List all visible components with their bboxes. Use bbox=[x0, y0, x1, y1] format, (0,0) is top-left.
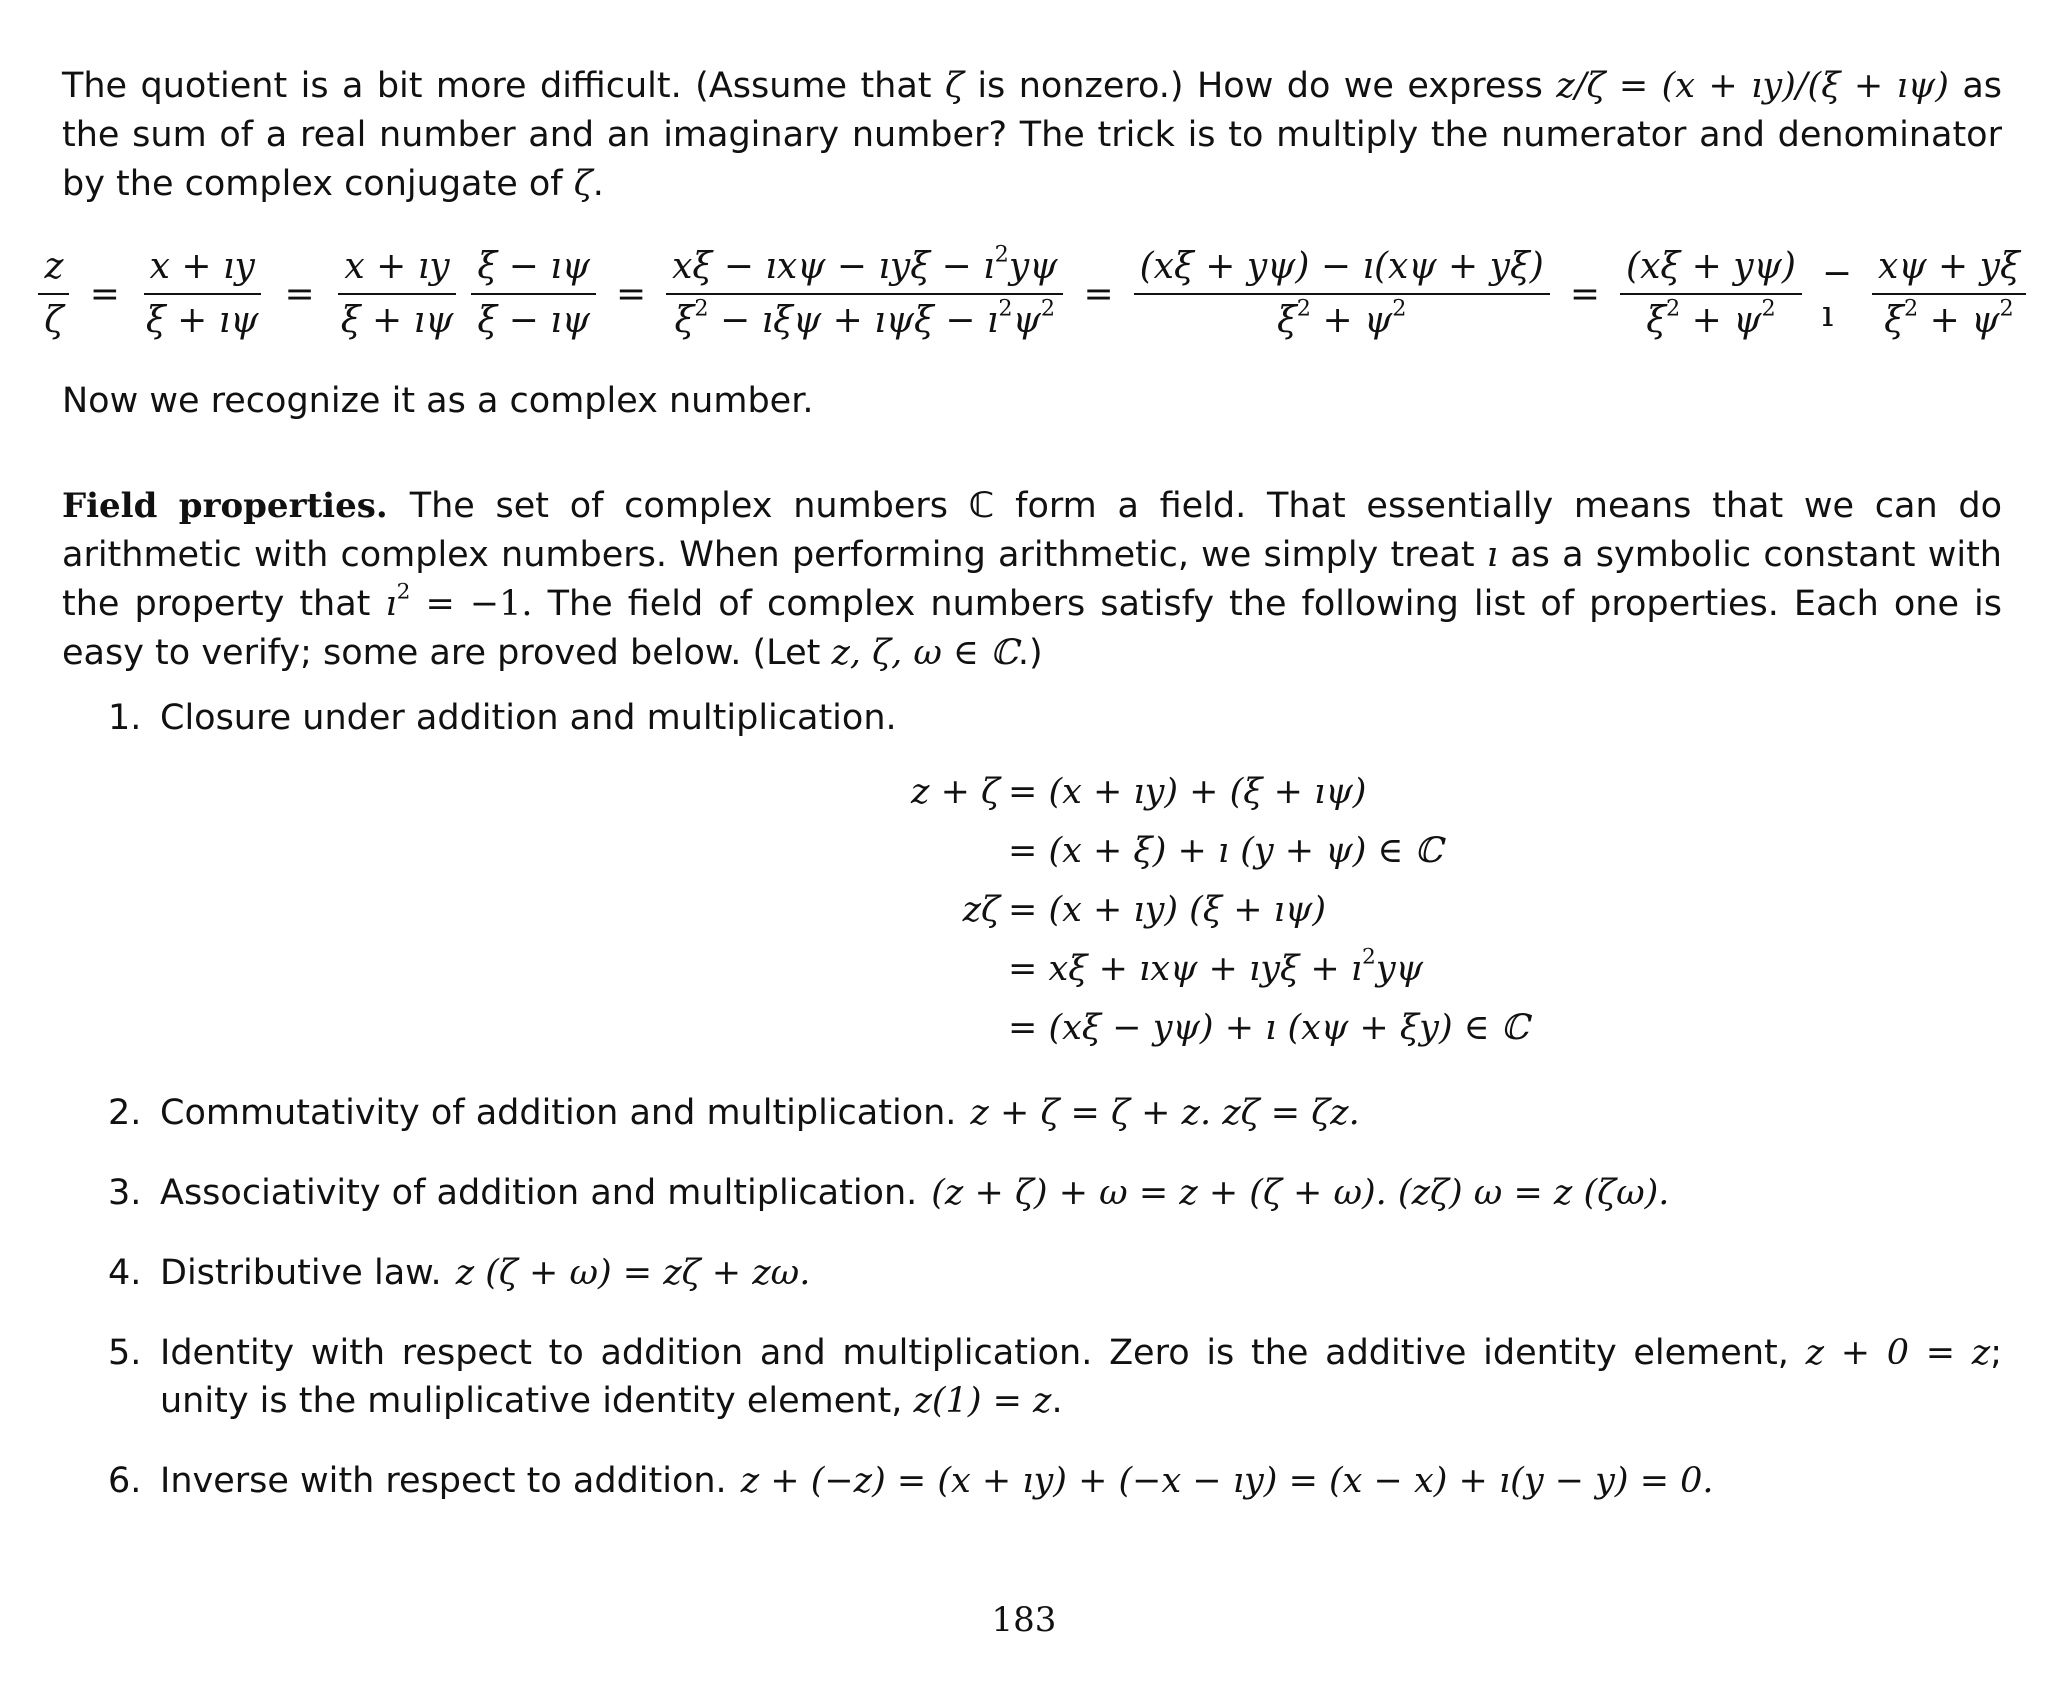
numerator: z bbox=[38, 247, 69, 295]
numerator: ξ − ıψ bbox=[471, 247, 596, 295]
numerator: xψ + yξ bbox=[1872, 247, 2026, 295]
fraction bbox=[1134, 247, 1550, 341]
equals-sign: = bbox=[89, 273, 120, 315]
inline-math: z(1) = z bbox=[913, 1381, 1052, 1421]
fraction bbox=[38, 247, 70, 341]
minus-imaginary: − ı bbox=[1821, 253, 1853, 335]
equation-row: zζ = (x + ıy) (ξ + ıψ) bbox=[962, 889, 1326, 930]
item-number: 4. bbox=[108, 1253, 142, 1293]
list-item bbox=[62, 1169, 2002, 1217]
list-item bbox=[62, 1089, 2002, 1137]
field-properties-paragraph: Field properties. The set of complex numbers ℂ form a field. That essentially means that we can do arithmetic with complex numbers. When performing arithmetic, we simply treat ı as a symbolic constant with the property that $ı^2 = -1$. The field of complex numbers satisfy the following list of properties. Each one is easy to verify; some are proved below. (Let z, ζ, ω ∈ ℂ.) bbox=[62, 486, 2002, 673]
equation-row: z + ζ = (x + ıy) + (ξ + ıψ) bbox=[911, 771, 1367, 812]
denominator: ξ − ıψ bbox=[477, 300, 590, 341]
inline-math: z, ζ, ω ∈ ℂ bbox=[831, 633, 1018, 673]
page-number: 183 bbox=[991, 1600, 1057, 1640]
list-item bbox=[62, 694, 2002, 1057]
inline-math: (z + ζ) + ω = z + (ζ + ω). (zζ) ω = z (ζω). bbox=[931, 1173, 1670, 1213]
item-number: 6. bbox=[108, 1461, 142, 1501]
item-label: Commutativity of addition and multiplication. bbox=[160, 1093, 957, 1133]
properties-list bbox=[62, 694, 2002, 1505]
item-number: 5. bbox=[108, 1333, 142, 1373]
item-number: 1. bbox=[108, 698, 142, 738]
item-number: 3. bbox=[108, 1173, 142, 1213]
page-content bbox=[44, 62, 2020, 1537]
item-label: Inverse with respect to addition. bbox=[160, 1461, 727, 1501]
equation-row: = (x + ξ) + ı (y + ψ) ∈ ℂ bbox=[1008, 830, 1443, 871]
equals-sign: = bbox=[284, 273, 315, 315]
quotient-equation bbox=[44, 235, 2020, 353]
fraction bbox=[471, 247, 596, 341]
fraction bbox=[140, 247, 265, 341]
fraction bbox=[666, 241, 1063, 341]
equals-sign: = bbox=[1083, 273, 1114, 315]
intro-text: is nonzero.) How do we express bbox=[963, 66, 1557, 106]
intro-paragraph bbox=[62, 62, 2002, 209]
item-label: Closure under addition and multiplication. bbox=[160, 698, 897, 738]
after-quotient-text: Now we recognize it as a complex number. bbox=[62, 381, 814, 421]
fraction bbox=[1620, 247, 1802, 341]
numerator: x + ıy bbox=[144, 247, 261, 295]
denominator: $\xi^2$ − ıξψ + ıψξ − $ı^2\psi^2$ bbox=[674, 295, 1056, 341]
item-number: 2. bbox=[108, 1093, 142, 1133]
section-heading: Field properties. bbox=[62, 486, 388, 526]
equals-sign: = bbox=[615, 273, 647, 315]
list-item bbox=[62, 1457, 2002, 1505]
denominator: ξ + ıψ bbox=[145, 300, 259, 341]
closure-derivation bbox=[160, 762, 2002, 1057]
inline-math: z + (−z) = (x + ıy) + (−x − ıy) = (x − x) + ı(y − y) = 0. bbox=[740, 1461, 1714, 1501]
denominator: $\xi^2 + \psi^2$ bbox=[1884, 295, 2014, 341]
intro-text: The quotient is a bit more difficult. (Assume that bbox=[62, 66, 945, 106]
inline-math: z + ζ = ζ + z. zζ = ζz. bbox=[970, 1093, 1360, 1133]
inline-math: ı bbox=[1486, 535, 1498, 575]
denominator: $\xi^2 + \psi^2$ bbox=[1276, 295, 1407, 341]
numerator: xξ − ıxψ − ıyξ − $ı^2y\psi$ bbox=[666, 247, 1063, 295]
item-label: Identity with respect to addition and multiplication. bbox=[160, 1333, 1093, 1373]
numerator: (xξ + yψ) bbox=[1620, 247, 1802, 295]
item-label: Associativity of addition and multiplication. bbox=[160, 1173, 918, 1213]
item-label: Distributive law. bbox=[160, 1253, 442, 1293]
inline-math: ζ bbox=[573, 164, 593, 204]
equation-row: = xξ + ıxψ + ıyξ + $ı^2y\psi$ bbox=[1008, 944, 1424, 989]
equation-row: = (xξ − yψ) + ı (xψ + ξy) ∈ ℂ bbox=[1008, 1007, 1529, 1048]
fraction bbox=[335, 247, 460, 341]
equals-sign: = bbox=[1569, 273, 1601, 315]
denominator: ζ bbox=[44, 300, 64, 341]
intro-text: as the sum of a real number and an imaginary number? The trick is to multiply the numerator and denominator by the complex conjugate of bbox=[62, 66, 2003, 204]
denominator: $\xi^2 + \psi^2$ bbox=[1646, 295, 1776, 341]
fraction bbox=[1872, 247, 2026, 341]
list-item: 5. Identity with respect to addition and multiplication. Zero is the additive identity element, z + 0 = z; unity is the muliplicative identity element, z(1) = z. bbox=[62, 1329, 2002, 1425]
inline-math: z + 0 = z bbox=[1805, 1333, 1991, 1373]
numerator: (xξ + yψ) − ı(xψ + yξ) bbox=[1134, 247, 1550, 295]
inline-math: z/ζ = (x + ıy)/(ξ + ıψ) bbox=[1556, 66, 1949, 106]
inline-math: z (ζ + ω) = zζ + zω. bbox=[455, 1253, 811, 1293]
numerator: x + ıy bbox=[338, 247, 455, 295]
inline-math: ζ bbox=[944, 66, 964, 106]
intro-text: . bbox=[592, 164, 604, 204]
denominator: ξ + ıψ bbox=[340, 300, 454, 341]
complex-set-symbol: ℂ bbox=[968, 486, 995, 526]
list-item bbox=[62, 1249, 2002, 1297]
